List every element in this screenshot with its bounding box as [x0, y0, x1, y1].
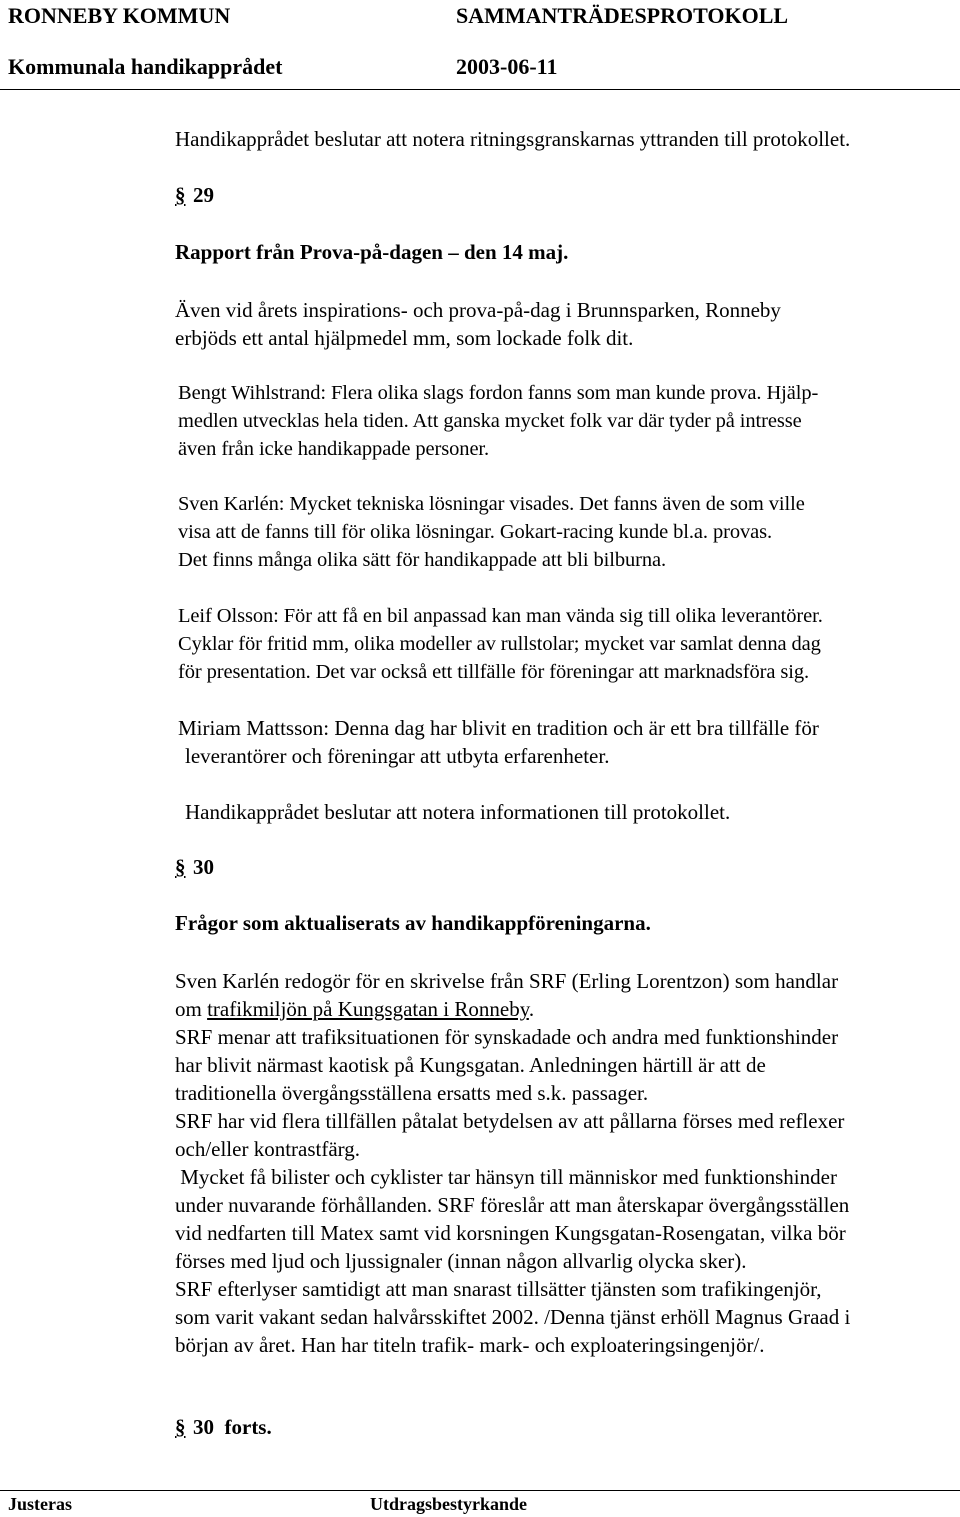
section-symbol: §	[175, 183, 186, 207]
section-30-continued	[175, 1415, 272, 1440]
line-with-link: om trafikmiljön på Kungsgatan i Ronneby.	[175, 997, 535, 1021]
section-30-body: Sven Karlén redogör för en skrivelse från SRF (Erling Lorentzon) som handlar om trafikmiljön på Kungsgatan i Ronneby. SRF menar att trafiksituationen för synskadade och andra med funktionshinder har blivit närmast kaotisk på Kungsgatan. Anledningen härtill är att de traditionella övergångsställena ersatts med s.k. passager. SRF har vid flera tillfällen påtalat betydelsen av att pållarna förses med reflexer och/eller kontrastfärg. Mycket få bilister och cyklister tar hänsyn till människor med funktionshinder under nuvarande förhållanden. SRF föreslår att man återskapar övergångsställen vid nedfarten till Matex samt vid korsningen Kungsgatan-Rosengatan, vilka bör förses med ljud och ljussignaler (innan någon allvarlig olycka sker). SRF efterlyser samtidigt att man snarast tillsätter tjänsten som trafikingenjör, som varit vakant sedan halvårsskiftet 2002. /Denna tjänst erhöll Magnus Graad i början av året. Han har titeln trafik- mark- och exploateringsingenjör/.	[175, 969, 851, 1357]
section-30-title: Frågor som aktualiserats av handikappföreningarna.	[175, 911, 651, 935]
section-number: 30	[193, 855, 214, 879]
statement-bengt: Bengt Wihlstrand: Flera olika slags fordon fanns som man kunde prova. Hjälp- medlen utvecklas hela tiden. Att ganska mycket folk var där tyder på intresse även från icke handikappade personer.	[178, 382, 819, 460]
statement-miriam: Miriam Mattsson: Denna dag har blivit en tradition och är ett bra tillfälle för leverantörer och föreningar att utbyta erfarenheter.	[178, 716, 819, 768]
footer-justeras: Justeras	[8, 1494, 72, 1514]
footer-rule	[0, 1490, 960, 1491]
section-29-heading	[175, 183, 214, 208]
continued-label: 30 forts.	[193, 1415, 272, 1439]
section-30-heading	[175, 855, 214, 880]
underlined-topic: trafikmiljön på Kungsgatan i Ronneby	[207, 997, 529, 1021]
section-29-intro: Även vid årets inspirations- och prova-på-dag i Brunnsparken, Ronneby erbjöds ett antal hjälpmedel mm, som lockade folk dit.	[175, 298, 781, 350]
header-rule	[0, 89, 960, 90]
decision-28: Handikapprådet beslutar att notera ritningsgranskarnas yttranden till protokollet.	[175, 127, 851, 151]
decision-29: Handikapprådet beslutar att notera informationen till protokollet.	[185, 800, 731, 824]
header-org: RONNEBY KOMMUN	[8, 3, 231, 28]
statement-sven: Sven Karlén: Mycket tekniska lösningar visades. Det fanns även de som ville visa att de fanns till för olika lösningar. Gokart-racing kunde bl.a. provas. Det finns många olika sätt för handikappade att bli bilburna.	[178, 493, 805, 571]
header-doc-type: SAMMANTRÄDESPROTOKOLL	[456, 3, 789, 28]
header-committee: Kommunala handikapprådet	[8, 54, 283, 79]
section-29-title: Rapport från Prova-på-dagen – den 14 maj.	[175, 240, 569, 264]
section-number: 29	[193, 183, 214, 207]
statement-leif: Leif Olsson: För att få en bil anpassad kan man vända sig till olika leverantörer. Cyklar för fritid mm, olika modeller av rullstolar; mycket var samlat denna dag för presentation. Det var också ett tillfälle för föreningar att marknadsföra sig.	[178, 605, 823, 683]
footer-utdragsbestyrkande: Utdragsbestyrkande	[370, 1494, 528, 1514]
header-date: 2003-06-11	[456, 54, 558, 79]
section-symbol: §	[175, 855, 186, 879]
section-symbol: §	[175, 1415, 186, 1439]
